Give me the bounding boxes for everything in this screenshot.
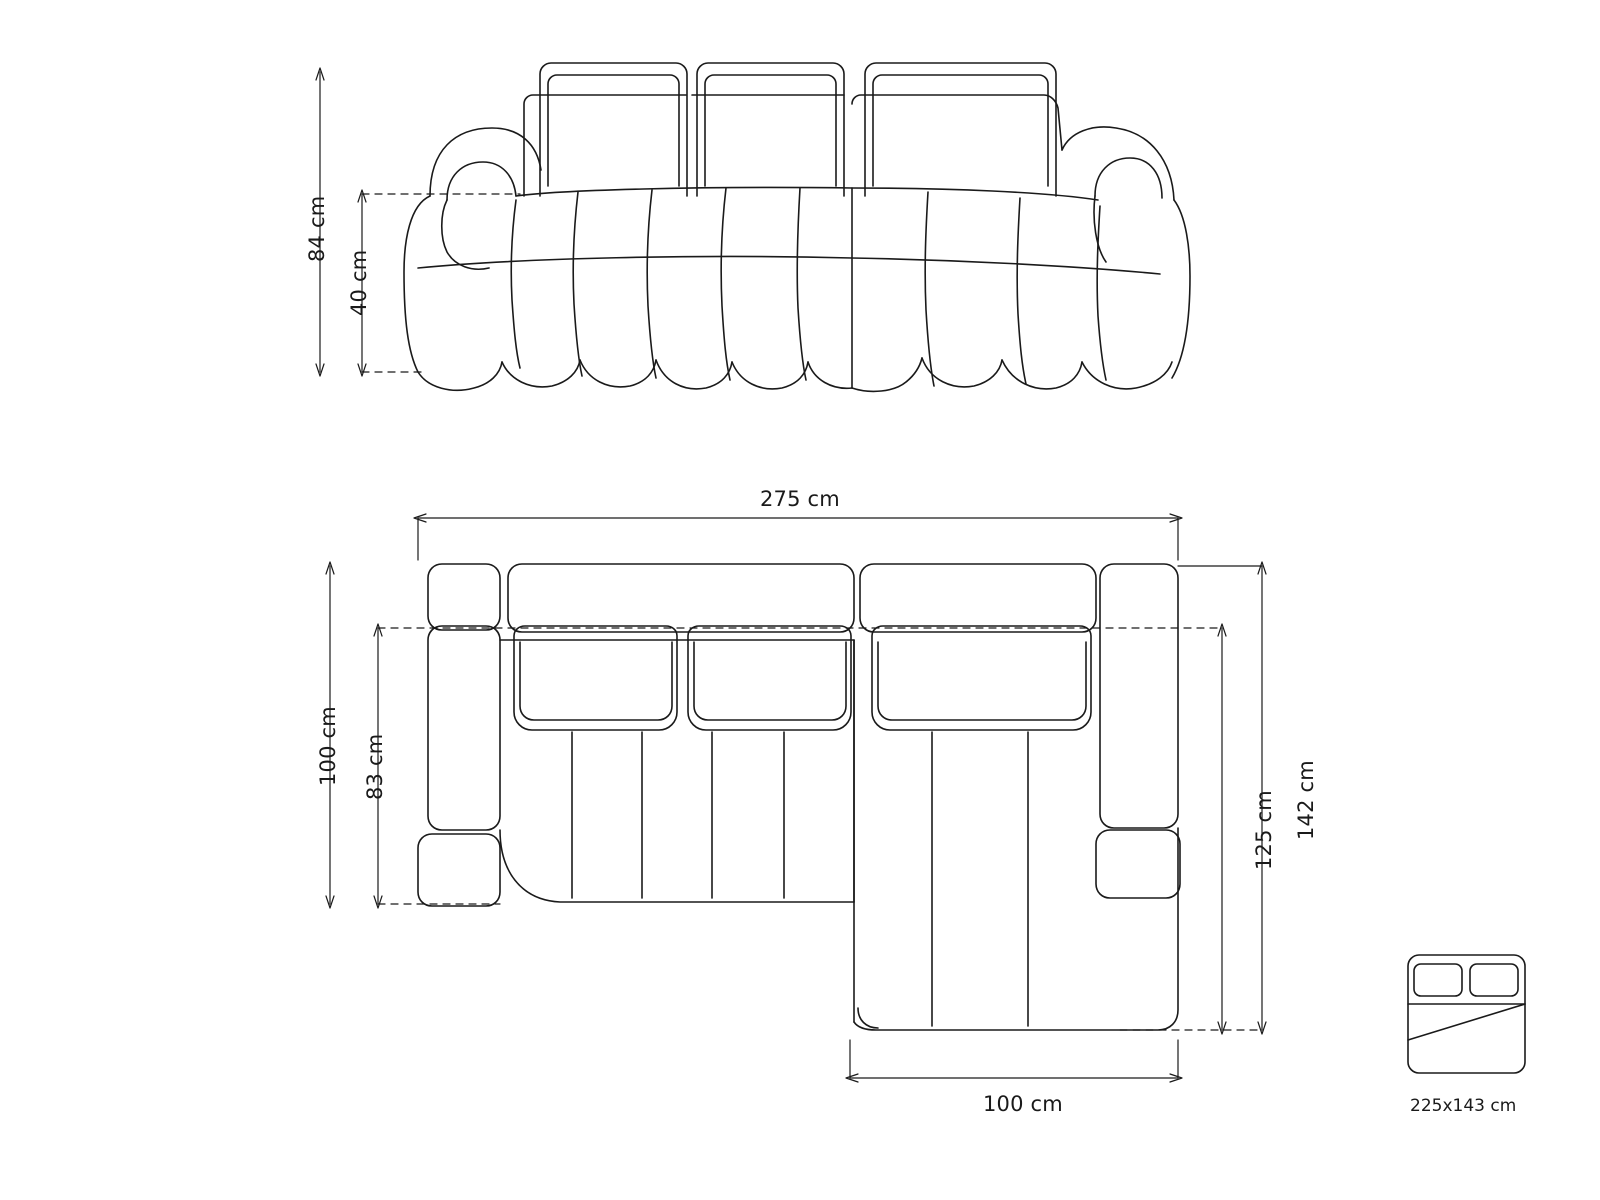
top-plan-sofa: [418, 564, 1180, 1030]
dim-overall-width: 275 cm: [760, 487, 840, 511]
sleeping-area-icon-shape: [1408, 955, 1525, 1073]
dim-overall-depth: 100 cm: [316, 706, 340, 786]
plan-dimension-lines: [326, 514, 1266, 1082]
dim-chaise-width: 100 cm: [983, 1092, 1063, 1116]
dim-seat-depth: 83 cm: [363, 733, 387, 800]
sleeping-area-caption: 225x143 cm: [1410, 1096, 1517, 1116]
dim-overall-height: 84 cm: [305, 195, 329, 262]
dim-seat-height: 40 cm: [347, 249, 371, 316]
dim-chaise-depth-inner: 125 cm: [1252, 790, 1276, 870]
front-elevation-sofa: [404, 63, 1190, 391]
front-dimension-lines: [316, 68, 520, 376]
dim-chaise-depth-total: 142 cm: [1294, 760, 1318, 840]
